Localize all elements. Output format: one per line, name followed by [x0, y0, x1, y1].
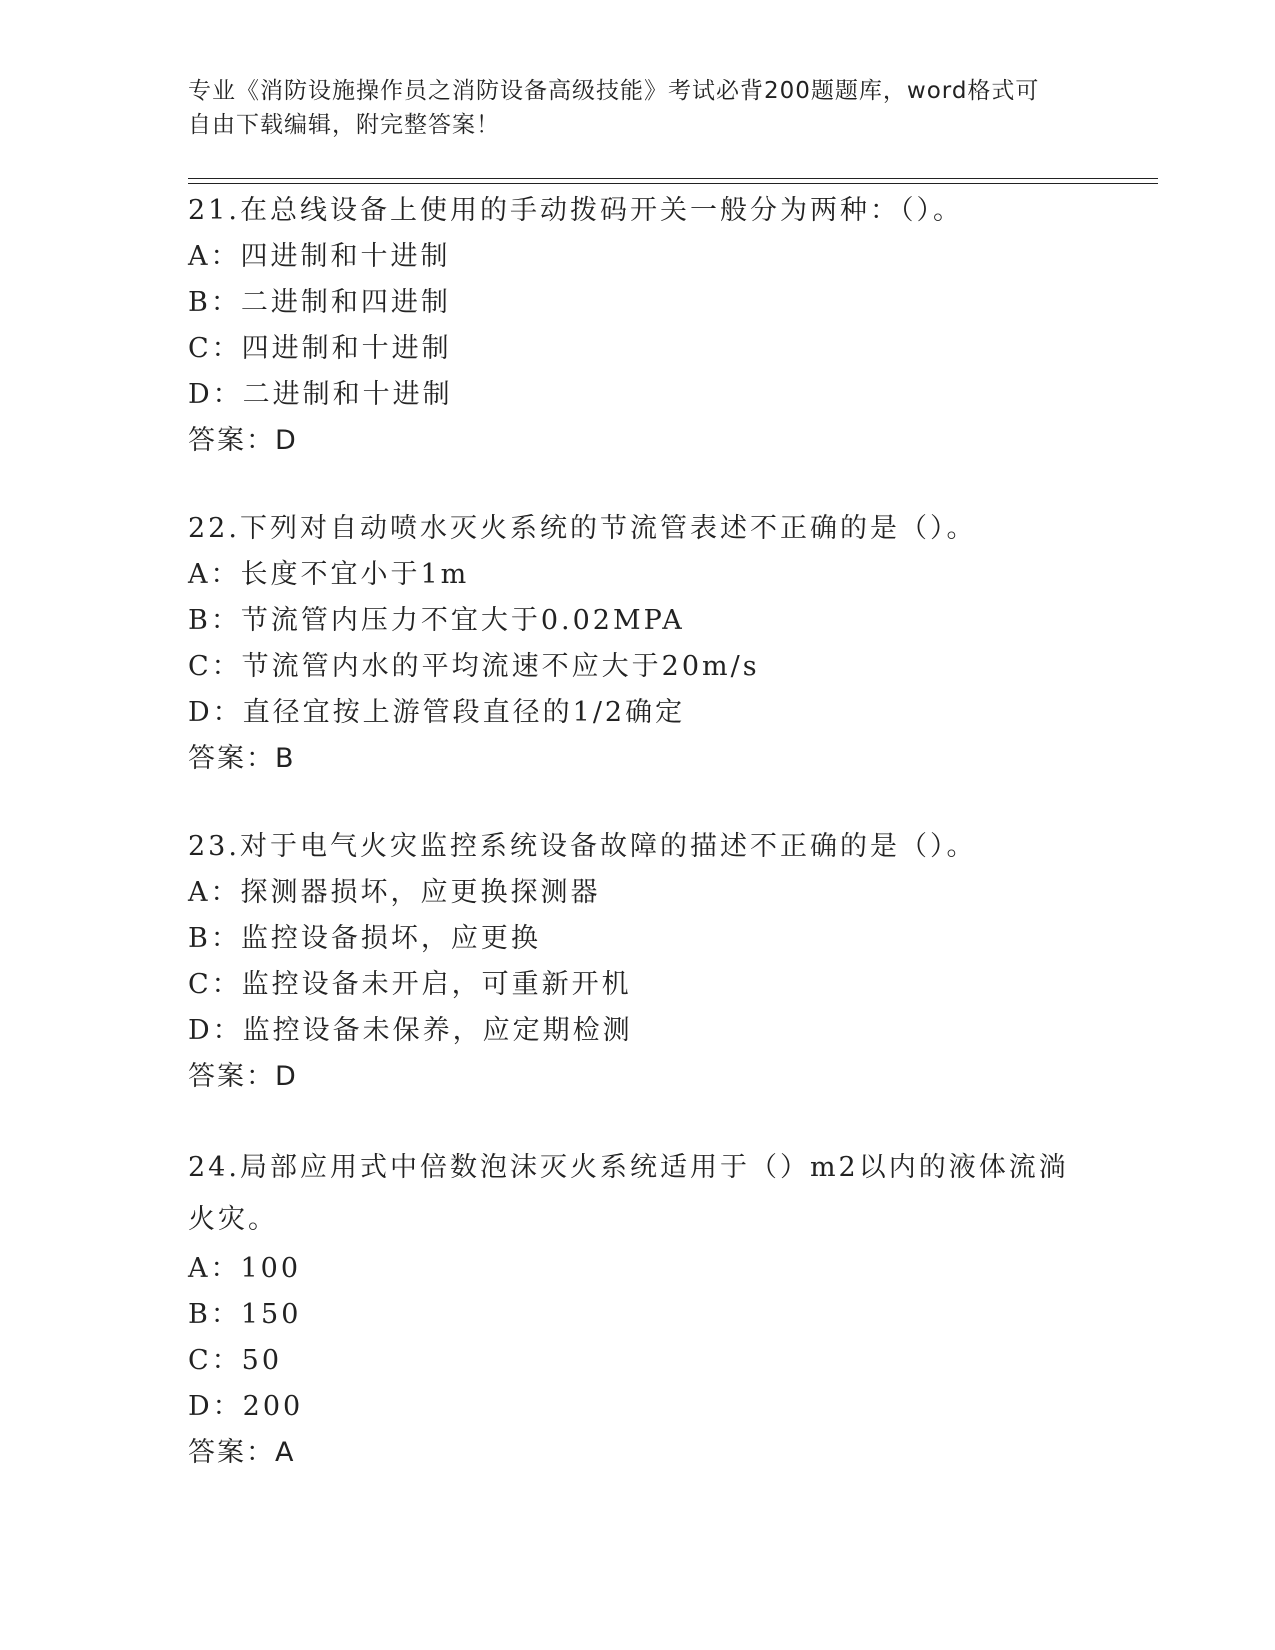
header-line-2: 自由下载编辑，附完整答案！	[188, 112, 500, 138]
option-c: C：50	[188, 1345, 283, 1376]
question-stem: 24.局部应用式中倍数泡沫灭火系统适用于（）m2以内的液体流淌火灾。	[188, 1152, 1069, 1235]
option-a: A：四进制和十进制	[188, 241, 451, 272]
question-23	[188, 824, 1168, 1100]
document-header	[188, 74, 1068, 142]
header-divider-top	[188, 178, 1158, 179]
option-b: B：150	[188, 1299, 302, 1330]
question-22	[188, 506, 1168, 782]
answer: 答案：D	[188, 425, 298, 456]
option-b: B：节流管内压力不宜大于0.02MPA	[188, 605, 685, 636]
header-divider-bottom	[188, 183, 1158, 184]
answer: 答案：B	[188, 743, 296, 774]
option-a: A：100	[188, 1253, 302, 1284]
option-c: C：四进制和十进制	[188, 333, 452, 364]
option-b: B：监控设备损坏，应更换	[188, 923, 541, 954]
option-c: C：节流管内水的平均流速不应大于20m/s	[188, 651, 760, 682]
header-line-1: 专业《消防设施操作员之消防设备高级技能》考试必背200题题库，word格式可	[188, 78, 1040, 104]
question-stem: 21.在总线设备上使用的手动拨码开关一般分为两种：（）。	[188, 195, 963, 226]
answer: 答案：A	[188, 1437, 296, 1468]
option-d: D：直径宜按上游管段直径的1/2确定	[188, 697, 686, 728]
question-21	[188, 188, 1168, 464]
option-c: C：监控设备未开启，可重新开机	[188, 969, 632, 1000]
option-a: A：探测器损坏，应更换探测器	[188, 877, 601, 908]
option-d: D：监控设备未保养，应定期检测	[188, 1015, 633, 1046]
option-a: A：长度不宜小于1m	[188, 559, 470, 590]
question-stem: 22.下列对自动喷水灭火系统的节流管表述不正确的是（）。	[188, 513, 977, 544]
option-d: D：二进制和十进制	[188, 379, 453, 410]
question-stem: 23.对于电气火灾监控系统设备故障的描述不正确的是（）。	[188, 831, 977, 862]
question-24	[188, 1142, 1168, 1476]
option-d: D：200	[188, 1391, 304, 1422]
answer: 答案：D	[188, 1061, 298, 1092]
question-list	[188, 188, 1168, 1518]
option-b: B：二进制和四进制	[188, 287, 451, 318]
